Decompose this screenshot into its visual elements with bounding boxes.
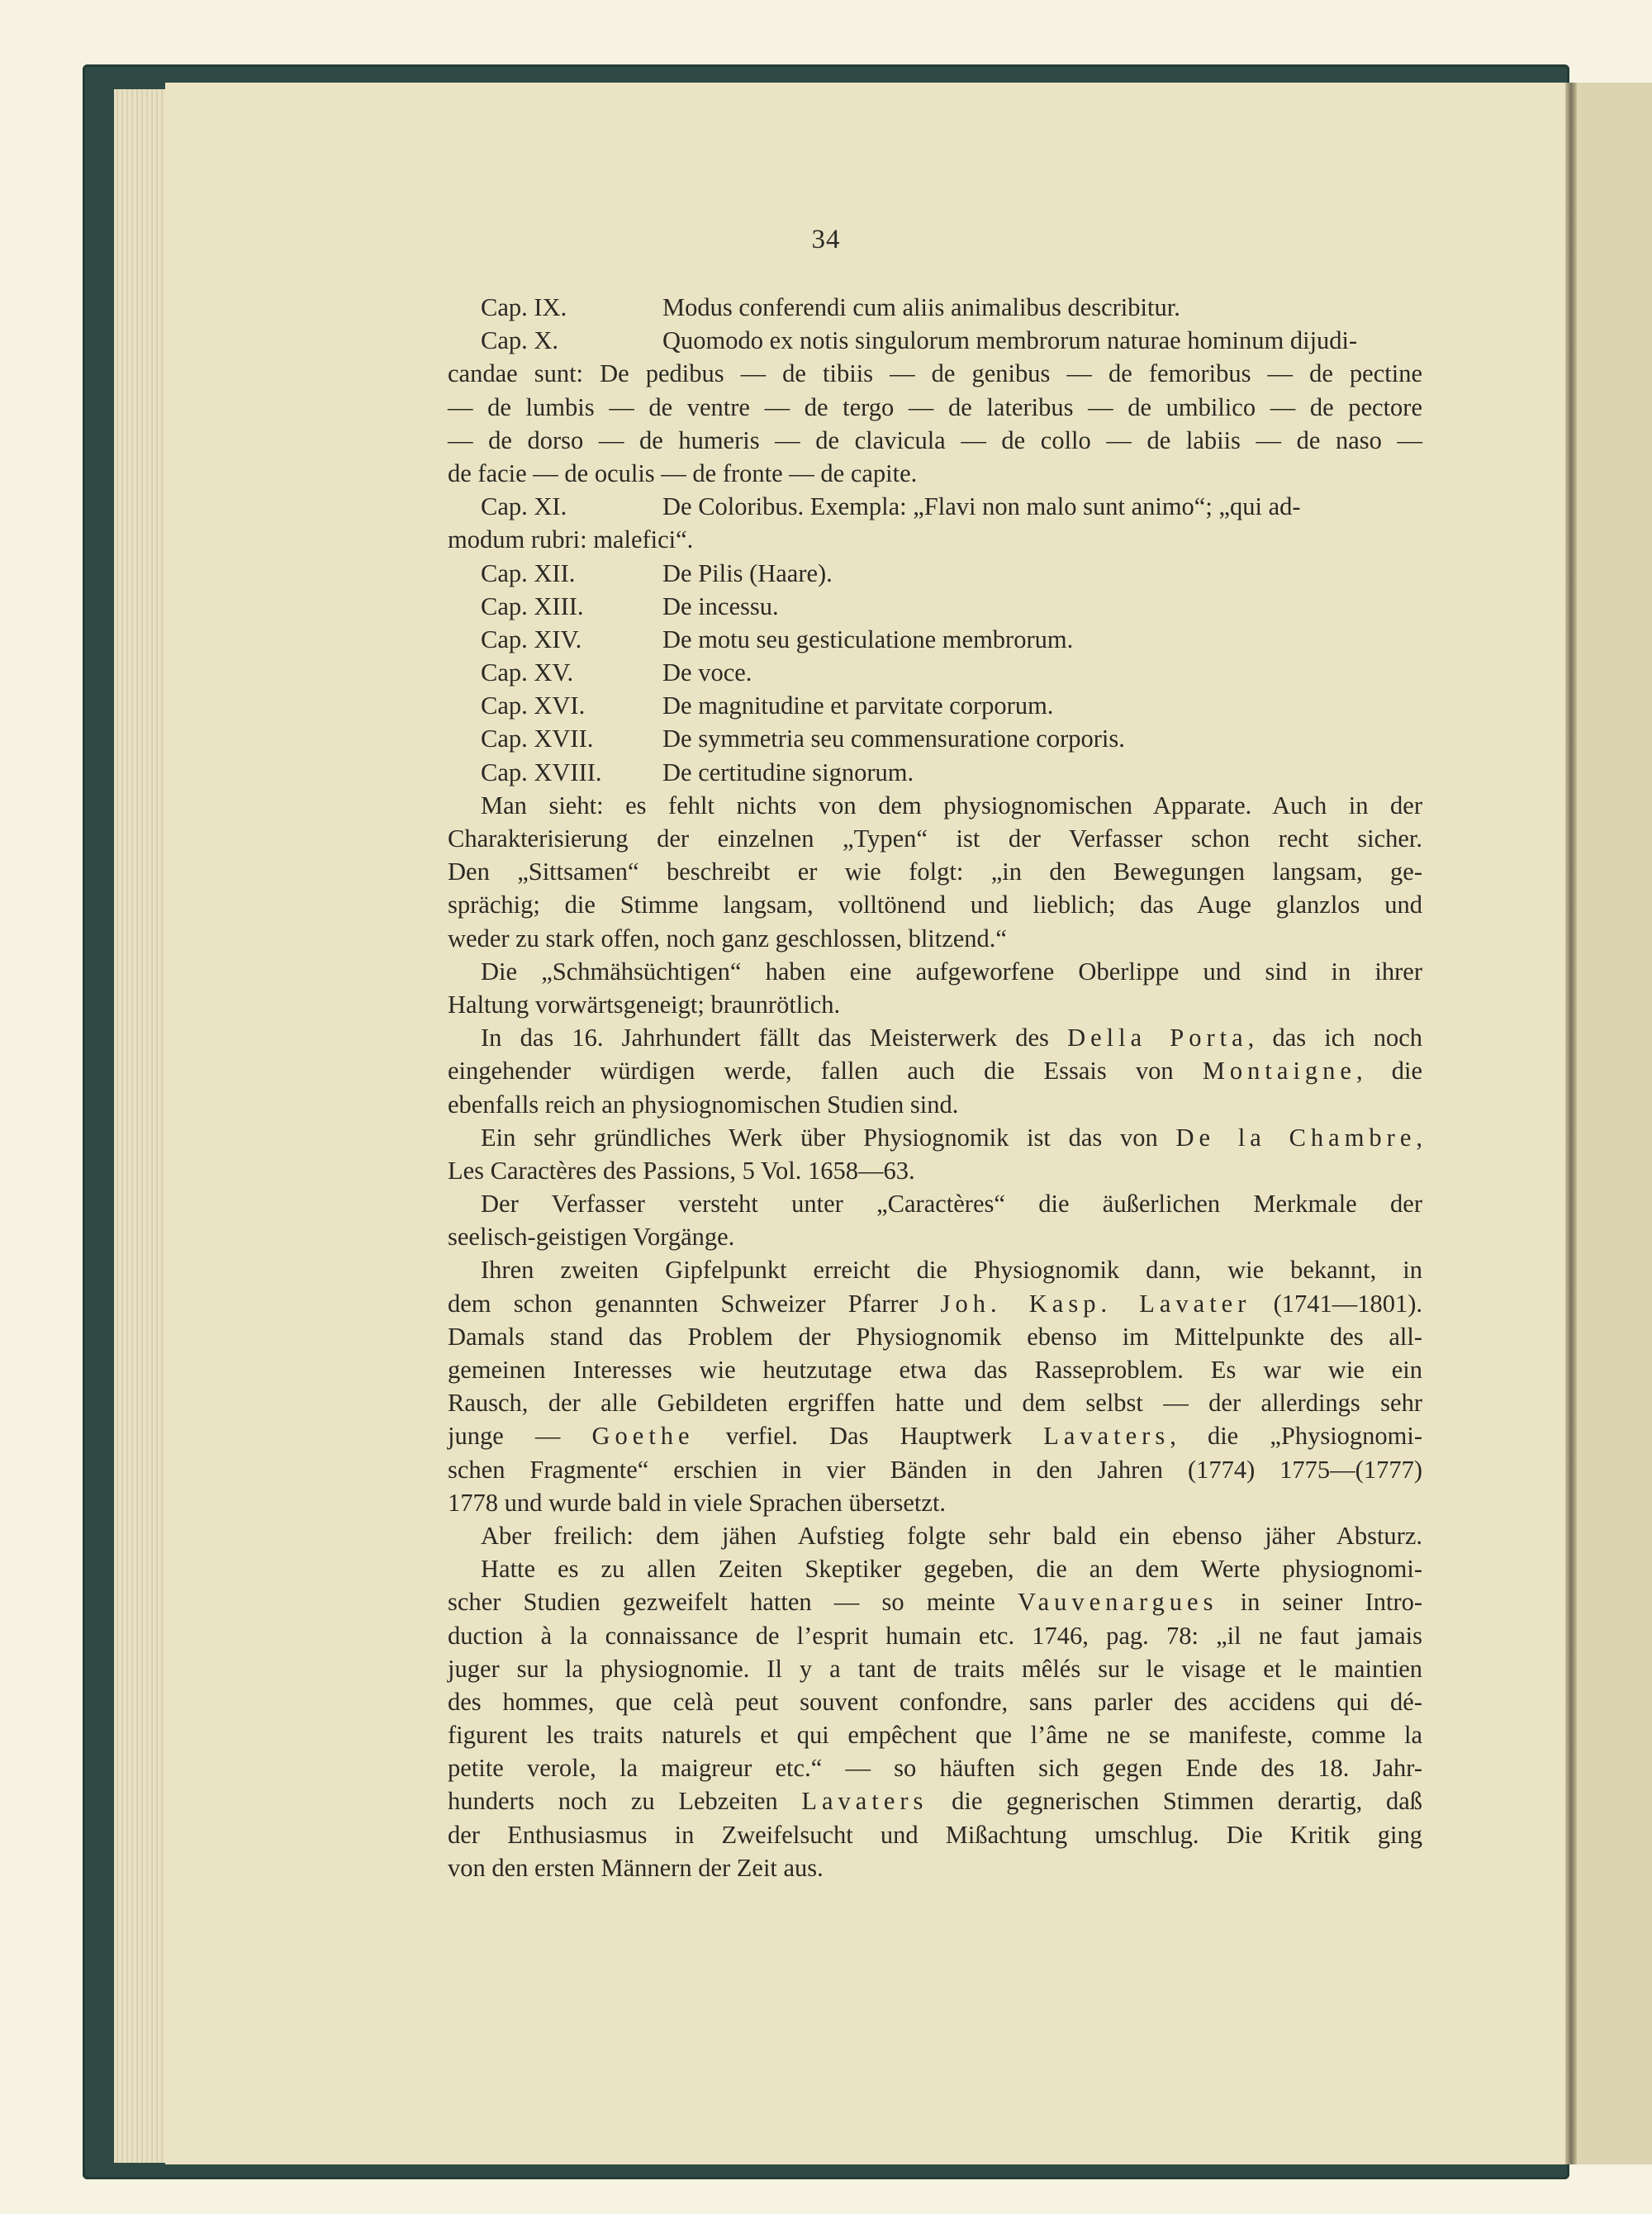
page-number: 34	[811, 225, 841, 254]
text-line	[448, 689, 1422, 722]
text-line	[448, 1585, 1422, 1618]
text-line: der Enthusiasmus in Zweifelsucht und Mißachtung umschlug. Die Kritik ging	[448, 1820, 1422, 1849]
chapter-label: Cap. XV.	[481, 658, 574, 687]
text-line: candae sunt: De pedibus — de tibiis — de genibus — de femoribus — de pectine	[448, 359, 1422, 388]
spaced-name: Lavaters	[801, 1787, 928, 1816]
text-line	[448, 1121, 1422, 1154]
chapter-label: Cap. XIV.	[481, 625, 582, 653]
text-line: petite verole, la maigreur etc.“ — so häuften sich gegen Ende des 18. Jahr-	[448, 1754, 1422, 1783]
text-line: Aber freilich: dem jähen Aufstieg folgte sehr bald ein ebenso jäher Absturz.	[481, 1521, 1422, 1550]
text-span: junge —	[448, 1422, 561, 1451]
text-line	[448, 756, 1422, 789]
text-line: sprächig; die Stimme langsam, volltönend und lieblich; das Auge glanzlos und	[448, 891, 1422, 919]
text-line: de facie — de oculis — de fronte — de capite.	[448, 458, 918, 487]
chapter-text: De symmetria seu commensuratione corporis.	[662, 725, 1125, 753]
text-line: weder zu stark offen, noch ganz geschlossen, blitzend.“	[448, 924, 1007, 953]
spaced-name: Goethe	[591, 1422, 695, 1451]
text-line	[448, 590, 1422, 623]
text-span: , das ich noch	[1247, 1024, 1422, 1052]
text-line: Die „Schmähsüchtigen“ haben eine aufgeworfene Oberlippe und sind in ihrer	[481, 957, 1422, 986]
chapter-text: De motu seu gesticulatione membrorum.	[662, 625, 1074, 653]
text-line: Damals stand das Problem der Physiognomik ebenso im Mittelpunkte des all-	[448, 1322, 1422, 1351]
text-line	[448, 1021, 1422, 1054]
chapter-text: De Coloribus. Exempla: „Flavi non malo sunt animo“; „qui ad-	[662, 492, 1301, 521]
spaced-name: Della Porta	[1067, 1024, 1248, 1052]
text-line: Charakterisierung der einzelnen „Typen“ ist der Verfasser schon recht sicher.	[448, 824, 1422, 853]
page-edges	[114, 89, 172, 2163]
text-line	[448, 1054, 1422, 1087]
text-span: , die	[1355, 1057, 1423, 1086]
text-span: hunderts noch zu Lebzeiten	[448, 1787, 778, 1816]
chapter-label: Cap. XVII.	[481, 725, 594, 753]
text-span: Ein sehr gründliches Werk über Physiognomik ist das von	[481, 1123, 1158, 1152]
text-line: Der Verfasser versteht unter „Caractères“ die äußerlichen Merkmale der	[481, 1190, 1422, 1219]
chapter-text: Modus conferendi cum aliis animalibus describitur.	[662, 293, 1180, 321]
text-line: Den „Sittsamen“ beschreibt er wie folgt: „in den Bewegungen langsam, ge-	[448, 858, 1422, 886]
text-line: Haltung vorwärtsgeneigt; braunrötlich.	[448, 990, 841, 1019]
text-span: in seiner Intro-	[1240, 1588, 1423, 1617]
text-line: 1778 und wurde bald in viele Sprachen übersetzt.	[448, 1488, 947, 1517]
text-line: juger sur la physiognomie. Il y a tant de traits mêlés sur le visage et le maintien	[448, 1654, 1422, 1683]
text-line: Man sieht: es fehlt nichts von dem physiognomischen Apparate. Auch in der	[481, 791, 1422, 820]
text-span: eingehender würdigen werde, fallen auch die Essais von	[448, 1057, 1174, 1086]
body-text	[448, 291, 1422, 1884]
chapter-label: Cap. XVIII.	[481, 758, 602, 786]
text-line: schen Fragmente“ erschien in vier Bänden in den Jahren (1774) 1775—(1777)	[448, 1455, 1422, 1484]
text-span: (1741—1801).	[1273, 1289, 1423, 1318]
text-line	[448, 722, 1422, 755]
text-line	[448, 324, 1422, 357]
text-line	[448, 1287, 1422, 1320]
spaced-name: Vauvenargues	[1017, 1588, 1218, 1617]
chapter-text: Quomodo ex notis singulorum membrorum naturae hominum dijudi-	[662, 326, 1358, 355]
next-page-edge	[1571, 83, 1652, 2164]
text-span: In das 16. Jahrhundert fällt das Meisterwerk des	[481, 1024, 1049, 1052]
chapter-label: Cap. IX.	[481, 293, 567, 321]
chapter-label: Cap. X.	[481, 326, 559, 355]
text-line	[448, 490, 1422, 523]
text-span: dem schon genannten Schweizer Pfarrer	[448, 1289, 919, 1318]
chapter-text: De voce.	[662, 658, 752, 687]
text-span: verfiel. Das Hauptwerk	[725, 1422, 1013, 1451]
text-line: Hatte es zu allen Zeiten Skeptiker gegeben, die an dem Werte physiognomi-	[481, 1555, 1422, 1584]
text-line	[448, 557, 1422, 590]
text-line	[448, 656, 1422, 689]
chapter-text: De incessu.	[662, 592, 779, 620]
text-line: gemeinen Interesses wie heutzutage etwa das Rasseproblem. Es war wie ein	[448, 1356, 1422, 1384]
chapter-label: Cap. XII.	[481, 558, 576, 587]
text-span: , die „Physiognomi-	[1170, 1422, 1423, 1451]
text-line: des hommes, que celà peut souvent confondre, sans parler des accidens qui dé-	[448, 1687, 1422, 1716]
text-line	[448, 1784, 1422, 1817]
text-span: die gegnerischen Stimmen derartig, daß	[952, 1787, 1423, 1816]
text-line: — de lumbis — de ventre — de tergo — de lateribus — de umbilico — de pectore	[448, 392, 1422, 421]
text-line: seelisch-geistigen Vorgänge.	[448, 1223, 735, 1252]
text-line: — de dorso — de humeris — de clavicula — de collo — de labiis — de naso —	[448, 425, 1422, 454]
text-line: duction à la connaissance de l’esprit humain etc. 1746, pag. 78: „il ne faut jamais	[448, 1621, 1422, 1650]
text-span: ,	[1416, 1123, 1423, 1152]
text-line: Ihren zweiten Gipfelpunkt erreicht die Physiognomik dann, wie bekannt, in	[481, 1256, 1422, 1285]
spaced-name: Joh. Kasp. Lavater	[940, 1289, 1251, 1318]
chapter-label: Cap. XI.	[481, 492, 567, 521]
text-line: figurent les traits naturels et qui empêchent que l’âme ne se manifeste, comme la	[448, 1721, 1422, 1750]
text-line: Rausch, der alle Gebildeten ergriffen hatte und dem selbst — der allerdings sehr	[448, 1389, 1422, 1418]
chapter-text: De magnitudine et parvitate corporum.	[662, 691, 1054, 720]
chapter-text: De Pilis (Haare).	[662, 558, 833, 587]
spaced-name: Lavaters	[1043, 1422, 1170, 1451]
text-line: Les Caractères des Passions, 5 Vol. 1658—63.	[448, 1156, 915, 1185]
text-line: ebenfalls reich an physiognomischen Studien sind.	[448, 1090, 959, 1119]
spaced-name: De la Chambre	[1175, 1123, 1417, 1152]
chapter-label: Cap. XVI.	[481, 691, 586, 720]
book-gutter	[1565, 83, 1577, 2164]
text-line	[448, 1419, 1422, 1452]
spaced-name: Montaigne	[1202, 1057, 1356, 1086]
text-line	[448, 623, 1422, 656]
chapter-text: De certitudine signorum.	[662, 758, 914, 786]
chapter-label: Cap. XIII.	[481, 592, 584, 620]
text-line: modum rubri: malefici“.	[448, 525, 694, 554]
text-span: scher Studien gezweifelt hatten — so meinte	[448, 1588, 995, 1617]
text-line	[448, 291, 1422, 324]
text-line: von den ersten Männern der Zeit aus.	[448, 1853, 824, 1882]
